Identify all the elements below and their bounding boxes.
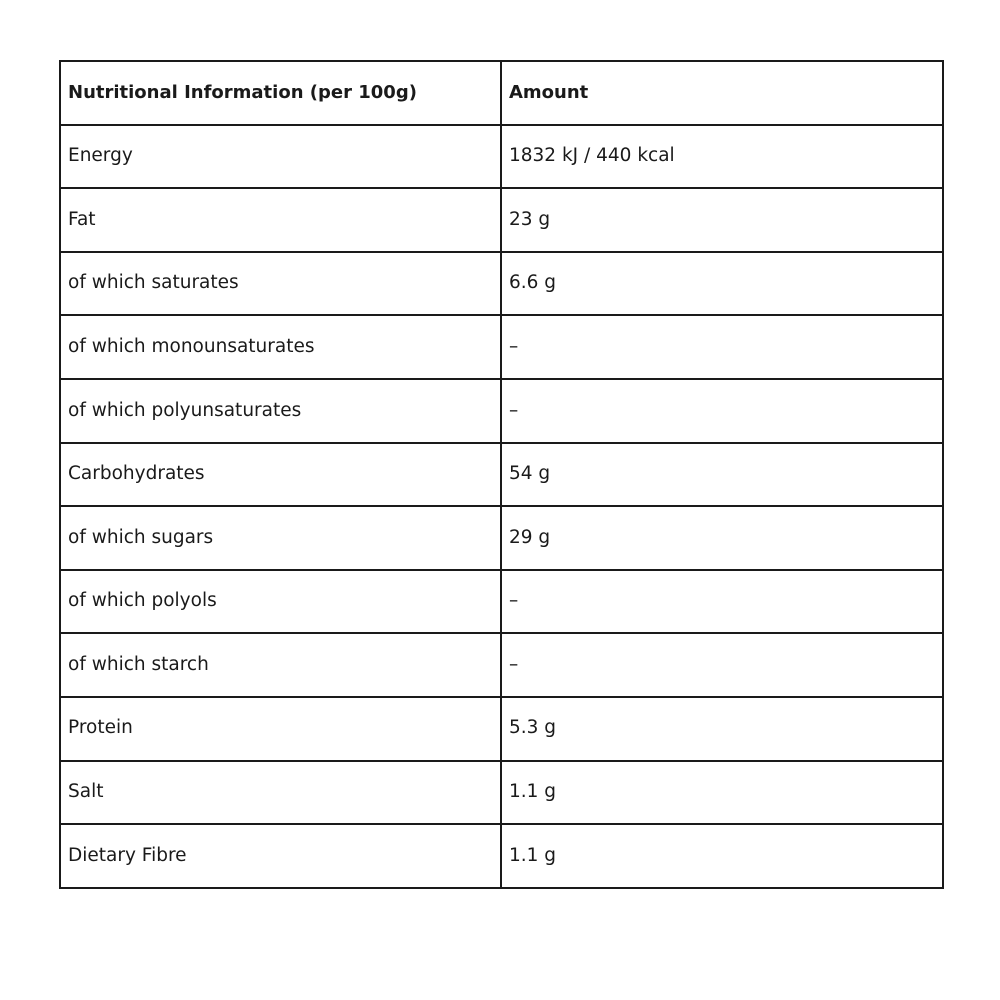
table-header-row — [60, 61, 943, 125]
table-row — [60, 379, 943, 443]
nutrient-amount: – — [501, 633, 943, 697]
nutrient-name: Protein — [60, 697, 501, 761]
nutrient-name: of which polyunsaturates — [60, 379, 501, 443]
nutrient-amount: 54 g — [501, 443, 943, 507]
table-row — [60, 761, 943, 825]
table-row — [60, 125, 943, 189]
nutrient-amount: – — [501, 379, 943, 443]
nutrient-name: of which saturates — [60, 252, 501, 316]
header-amount: Amount — [501, 61, 943, 125]
table-row — [60, 252, 943, 316]
table-row — [60, 570, 943, 634]
nutrient-amount: 1832 kJ / 440 kcal — [501, 125, 943, 189]
nutrient-amount: 23 g — [501, 188, 943, 252]
nutrient-amount: 1.1 g — [501, 761, 943, 825]
table-row — [60, 824, 943, 888]
nutrient-name: Dietary Fibre — [60, 824, 501, 888]
table-row — [60, 315, 943, 379]
nutrient-amount: – — [501, 570, 943, 634]
nutrition-table — [59, 60, 944, 889]
table-row — [60, 633, 943, 697]
nutrient-name: of which starch — [60, 633, 501, 697]
nutrient-name: Carbohydrates — [60, 443, 501, 507]
nutrient-name: of which sugars — [60, 506, 501, 570]
nutrient-amount: 6.6 g — [501, 252, 943, 316]
table-row — [60, 443, 943, 507]
nutrient-name: Salt — [60, 761, 501, 825]
nutrient-amount: 1.1 g — [501, 824, 943, 888]
nutrient-amount: 5.3 g — [501, 697, 943, 761]
table-row — [60, 506, 943, 570]
nutrient-name: of which polyols — [60, 570, 501, 634]
nutrient-amount: 29 g — [501, 506, 943, 570]
nutrient-name: Energy — [60, 125, 501, 189]
nutrient-name: Fat — [60, 188, 501, 252]
table-row — [60, 188, 943, 252]
nutrient-name: of which monounsaturates — [60, 315, 501, 379]
header-nutrient: Nutritional Information (per 100g) — [60, 61, 501, 125]
table-row — [60, 697, 943, 761]
nutrient-amount: – — [501, 315, 943, 379]
